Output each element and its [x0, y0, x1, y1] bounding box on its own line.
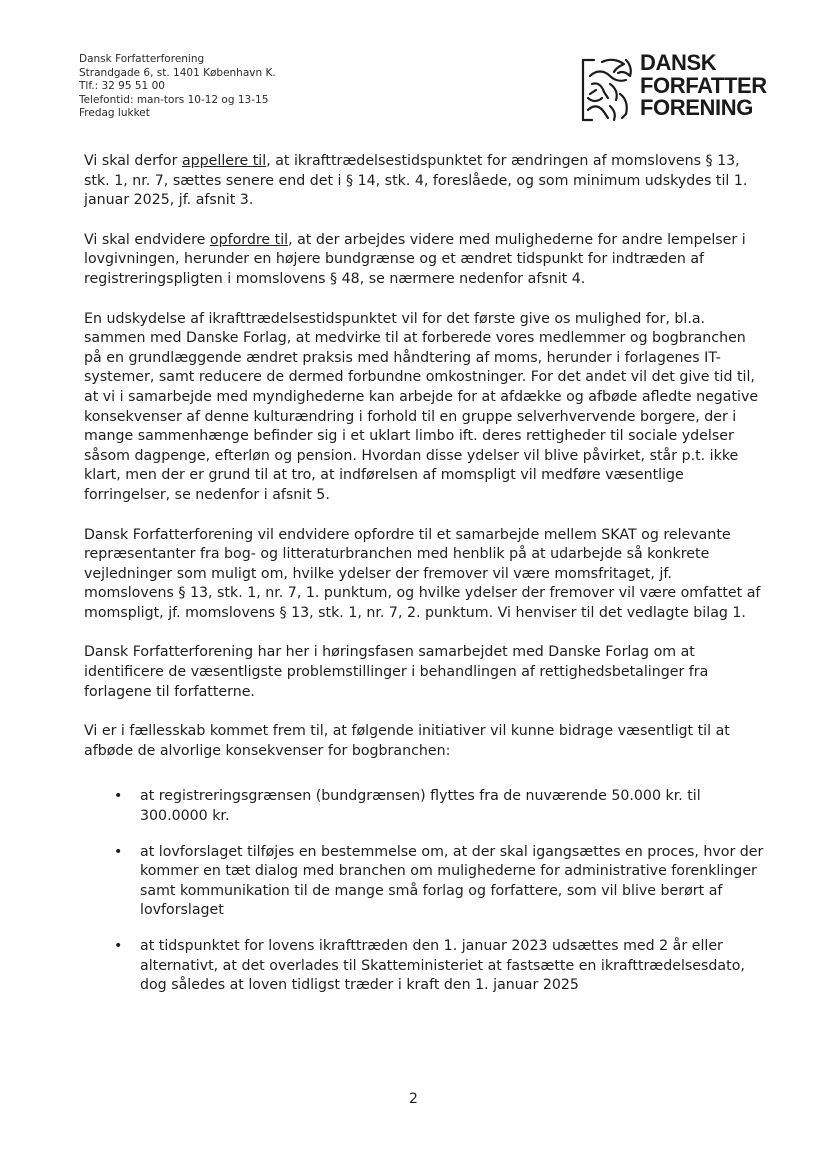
bullet-glyph: •	[114, 788, 123, 805]
logo-wordmark	[640, 52, 767, 120]
letter-body	[84, 152, 764, 1012]
org-friday-note: Fredag lukket	[79, 107, 150, 120]
org-phone-hours: Telefontid: man-tors 10-12 og 13-15	[79, 93, 269, 106]
paragraph-initiatives-intro: Vi er i fællesskab kommet frem til, at følgende initiativer vil kunne bidrage væsentligt til at afbøde de alvorlige konsekvenser for bogbranchen:	[84, 723, 730, 759]
encourage-underlined-phrase: opfordre til	[209, 231, 289, 248]
list-item	[84, 843, 764, 921]
pegasus-logo-icon	[580, 54, 636, 124]
list-item-text: at lovforslaget tilføjes en bestemmelse om, at der skal igangsættes en proces, hvor der kommer en tæt dialog med branchen om mulighederne for administrative forenklinger samt kommunikation til de mange små forlag og forfattere, som vil blive berørt af lovforslaget	[140, 843, 764, 919]
page-number: 2	[409, 1091, 418, 1107]
logo-word-forening: FORENING	[640, 95, 753, 120]
paragraph-hearing-phase: Dansk Forfatterforening har her i høringsfasen samarbejdet med Danske Forlag om at identificere de væsentligste problemstillinger i behandlingen af rettighedsbetalinger fra forlagene til forfatterne.	[84, 644, 709, 700]
logo-word-dansk: DANSK	[640, 50, 717, 75]
list-item-text: at tidspunktet for lovens ikrafttræden den 1. januar 2023 udsættes med 2 år eller alternativt, at det overlades til Skatteministeriet at fastsætte en ikrafttrædelsesdato, dog således at loven tidligst træder i kraft den 1. januar 2025	[140, 938, 745, 994]
organization-logo	[580, 52, 775, 126]
logo-word-forfatter: FORFATTER	[640, 72, 767, 98]
bullet-glyph: •	[114, 938, 123, 954]
paragraph-appeal-intro: Vi skal derfor	[84, 153, 182, 169]
appeal-underlined-phrase: appellere til	[181, 153, 267, 169]
org-street-address: Strandgade 6, st. 1401 København K.	[79, 66, 276, 79]
sender-address-block	[79, 53, 276, 121]
paragraph-skat-cooperation: Dansk Forfatterforening vil endvidere opfordre til et samarbejde mellem SKAT og relevante repræsentanter fra bog- og litteraturbranchen med henblik på at udarbejde så konkrete vejledninger som muligt om, hvilke ydelser der fremover vil være momsfritaget, jf. momslovens § 13, stk. 1, nr. 7, 1. punktum, og hvilke ydelser der fremover vil være omfattet af momspligt, jf. momslovens § 13, stk. 1, nr. 7, 2. punktum. Vi henviser til det vedlagte bilag 1.	[84, 526, 761, 621]
paragraph-encourage	[84, 231, 764, 290]
paragraph-postponement: En udskydelse af ikrafttrædelsestidspunktet vil for det første give os mulighed for, bl.a. sammen med Danske Forlag, at medvirke til at forberede vores medlemmer og bogbranchen på en grundlæggende ændret praksis med håndtering af moms, herunder i forlagenes IT-systemer, samt reducere de dermed forbundne omkostninger. For det andet vil det give tid til, at vi i samarbejde med myndighederne kan arbejde for at afdække og afbøde afledte negative konsekvenser af denne kulturændring i forhold til en gruppe selverhvervende borgere, der i mange sammenhænge befinder sig i et uklart limbo ift. deres rettigheder til sociale ydelser såsom dagpenge, efterløn og pension. Hvordan disse ydelser vil blive påvirket, står p.t. ikke klart, men der er grund til at tro, at indførelsen af momspligt vil medføre væsentlige forringelser, se nedenfor i afsnit 5.	[84, 310, 759, 503]
org-name: Dansk Forfatterforening	[79, 53, 205, 65]
list-item-text: at registreringsgrænsen (bundgrænsen) flyttes fra de nuværende 50.000 kr. til 300.0000 kr.	[140, 788, 701, 825]
paragraph-appeal-rest: , at ikrafttrædelsestidspunktet for ændringen af momslovens § 13, stk. 1, nr. 7, sættes senere end det i § 14, stk. 4, foreslåede, og som minimum udskydes til 1. januar 2025, jf. afsnit 3.	[84, 153, 748, 209]
list-item	[84, 787, 764, 826]
paragraph-encourage-rest: , at der arbejdes videre med mulighederne for andre lempelser i lovgivningen, herunder en højere bundgrænse og et ændret tidspunkt for indtræden af registreringspligten i momslovens § 48, se nærmere nedenfor afsnit 4.	[84, 231, 746, 287]
list-item	[84, 937, 764, 996]
paragraph-appeal	[84, 152, 764, 211]
initiatives-list	[84, 787, 764, 995]
org-phone: Tlf.: 32 95 51 00	[79, 80, 165, 93]
paragraph-encourage-intro: Vi skal endvidere	[84, 231, 210, 248]
bullet-glyph: •	[114, 843, 123, 860]
